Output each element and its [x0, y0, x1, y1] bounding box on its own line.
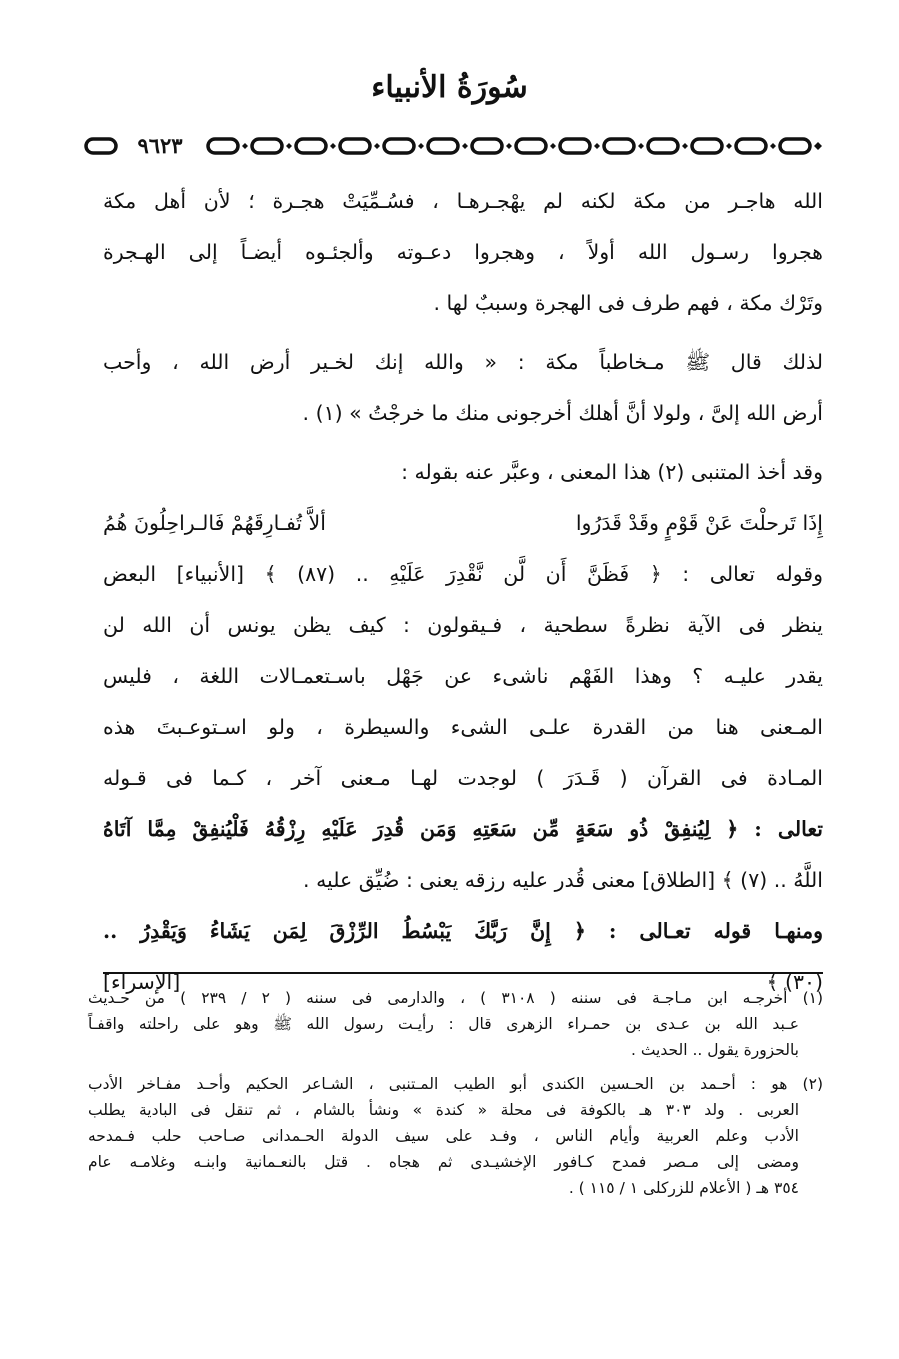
footnote-line: الأدب وعلم العربية وأيام الناس ، وفـد على سيف الدولة الحـمدانى صـاحب حلب فـمدحه	[88, 1127, 799, 1145]
text-line: وقد أخذ المتنبى (٢) هذا المعنى ، وعبَّر عنه بقوله :	[401, 460, 823, 484]
text-line: وقوله تعالى : ﴿ فَظَنَّ أَن لَّن نَّقْدِرَ عَلَيْهِ .. (٨٧) ﴾ [الأنبياء] البعض	[103, 562, 823, 586]
text-line: المـادة فى القرآن ( قَـدَرَ ) لوجدت لهـا مـعنى آخر ، كـما فى قـوله	[103, 766, 823, 790]
poem-hemistich-right: إِذَا تَرحلْتَ عَنْ قَوْمٍ وقَدْ قَدَرُوا	[575, 511, 823, 535]
footnotes	[88, 985, 823, 1201]
footnote-line: ٣٥٤ هـ ( الأعلام للزركلى ١ / ١١٥ ) .	[568, 1179, 799, 1197]
isra-reference: [الإسراء]	[103, 970, 181, 994]
footnote-line: (١) أخرجـه ابن مـاجـة فى سننه ( ٣١٠٨ ) ، والدارمى فى سننه ( ٢ / ٢٣٩ ) من حـديث	[88, 989, 824, 1007]
footnote-line: (٢) هو : أحـمد بن الحـسين الكندى أبو الطيب المـتنبى ، الشـاعر الحكيم وأحـد مفـاخر الأدب	[88, 1075, 823, 1093]
poem-hemistich-left: ألاَّ تُفـارِقَهُمْ فَالـراحِلُونَ هُمُ	[103, 511, 326, 535]
surah-title: سُورَةُ الأنبياء	[371, 70, 528, 105]
page-number: ٩٦٢٣	[120, 128, 200, 164]
text-line: هجروا رسـول الله أولاً ، وهجروا دعـوته وألجئـوه أيضـاً إلى الهـجرة	[103, 240, 823, 264]
text-line: وتَرْك مكة ، فهم طرف فى الهجرة وسببٌ لها .	[433, 291, 823, 315]
verse-end-marker: (٣٠) ﴾	[766, 970, 823, 994]
text-line: الله هاجـر من مكة لكنه لم يهْجـرهـا ، فسُـمِّيَتْ هجـرة ؛ لأن أهل مكة	[103, 189, 823, 213]
quran-verse-line: ومنهـا قوله تعـالى : ﴿ إِنَّ رَبَّكَ يَبْسُطُ الرِّزْقَ لِمَن يَشَاءُ وَيَقْدِرُ ..	[103, 919, 823, 943]
footnote-line: ومضى إلى مـصر فمدح كـافور الإخشيـدى ثم هجاه . قتل بالنعـمانية وابنـه وغلامـه عام	[88, 1153, 799, 1171]
quran-verse-line: تعالى : ﴿ لِيُنفِقْ ذُو سَعَةٍ مِّن سَعَتِهِ وَمَن قُدِرَ عَلَيْهِ رِزْقُهُ فَلْيُنفِقْ مِمَّا آتَاهُ	[103, 817, 823, 841]
text-line: المـعنى هنا من القدرة علـى الشىء والسيطرة ، ولو اسـتوعـبتَ هذه	[103, 715, 823, 739]
footnote-divider	[103, 972, 823, 974]
footnote-line: العربى . ولد ٣٠٣ هـ بالكوفة فى محلة « كندة » ونشأ بالشام ، ثم تنقل فى البادية يطلب	[88, 1101, 799, 1119]
text-line: اللَّهُ .. (٧) ﴾ [الطلاق] معنى قُدر عليه رزقه يعنى : ضُيِّق عليه .	[303, 868, 823, 892]
footnote-line: بالحزورة يقول .. الحديث .	[630, 1041, 799, 1059]
text-line: يقدر عليـه ؟ وهذا الفَهْم ناشىء عن جَهْل باسـتعمـالات اللغة ، فليس	[103, 664, 823, 688]
text-line: أرض الله إلىَّ ، ولولا أنَّ أهلك أخرجونى منك ما خرجْتُ » (١) .	[302, 401, 823, 425]
main-text	[103, 176, 823, 1008]
poem-verse	[103, 498, 823, 549]
text-line: ينظر فى الآية نظرةً سطحية ، فـيقولون : كيف يظن يونس أن الله لن	[103, 613, 823, 637]
text-line: لذلك قال ﷺ مـخاطباً مكة : « والله إنك لخـير أرض الله ، وأحب	[103, 350, 823, 374]
footnote-line: عـبد الله بن عـدى بن حمـراء الزهرى قال : رأيـت رسول الله ﷺ وهو على راحلته واقفـاً	[88, 1015, 799, 1033]
